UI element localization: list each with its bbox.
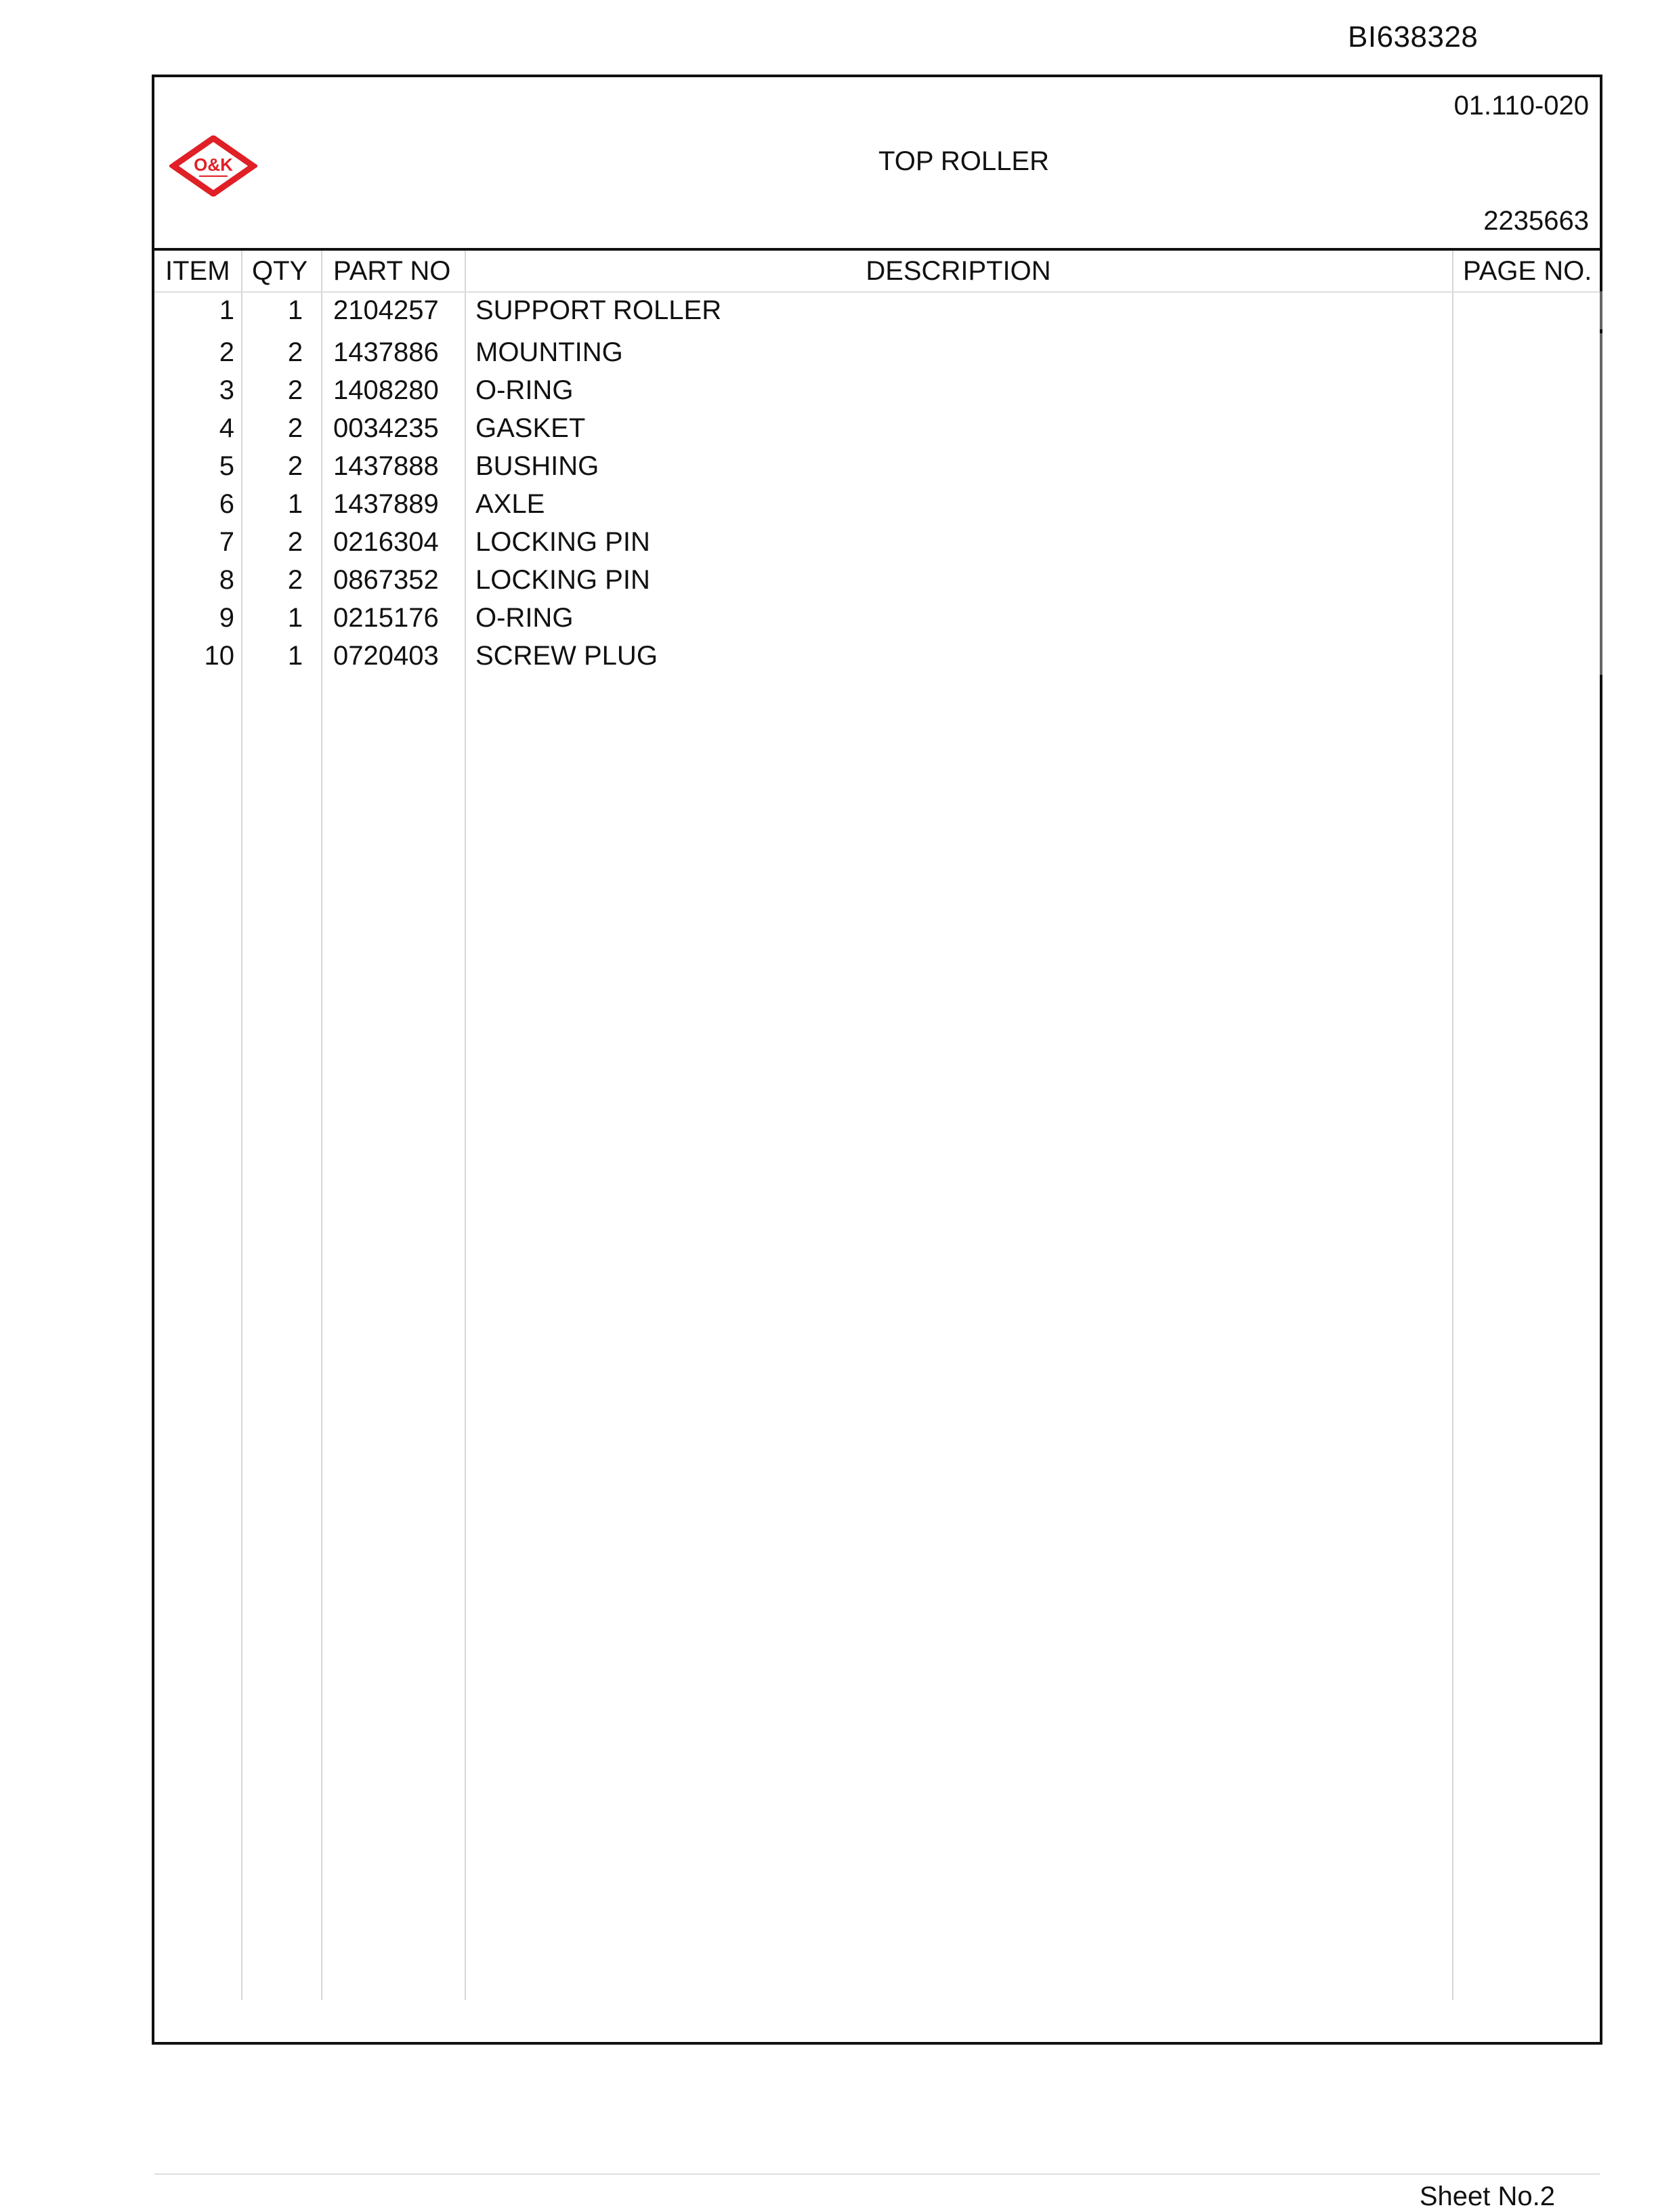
item-number: 5 [219, 451, 234, 481]
parts-table [154, 251, 1600, 2211]
table-row [154, 291, 1600, 329]
table-row [154, 447, 1600, 485]
row-marker [1600, 485, 1602, 523]
table-row [154, 409, 1600, 447]
table-row [154, 523, 1600, 561]
row-marker [1600, 561, 1602, 599]
description: SUPPORT ROLLER [475, 295, 722, 325]
item-number: 3 [219, 375, 234, 405]
parts-list-frame [152, 75, 1602, 2211]
section-code: 01.110-020 [1453, 91, 1589, 121]
sheet-number: Sheet No.2 [1419, 2182, 1555, 2211]
table-row [154, 599, 1600, 637]
description: MOUNTING [475, 337, 623, 367]
table-row [154, 637, 1600, 675]
quantity: 2 [287, 527, 303, 557]
item-number: 10 [204, 641, 234, 671]
column-header-item: ITEM [165, 256, 230, 286]
quantity: 2 [287, 375, 303, 405]
table-row [154, 561, 1600, 599]
part-number: 1437889 [333, 489, 439, 519]
logo-text: O&K [194, 154, 233, 175]
quantity: 1 [287, 641, 303, 671]
page-title [154, 146, 1600, 177]
item-number: 9 [219, 603, 234, 633]
item-number: 2 [219, 337, 234, 367]
row-marker [1600, 409, 1602, 447]
quantity: 1 [287, 489, 303, 519]
part-number: 1437888 [333, 451, 439, 481]
page-title-text: TOP ROLLER [878, 146, 1049, 176]
column-header-page-no: PAGE NO. [1463, 256, 1592, 286]
part-number: 0215176 [333, 603, 439, 633]
row-marker [1600, 333, 1602, 371]
table-row [154, 333, 1600, 371]
footer-rule [154, 2173, 1600, 2175]
description: O-RING [475, 603, 574, 633]
quantity: 2 [287, 337, 303, 367]
description: GASKET [475, 413, 586, 443]
table-row [154, 371, 1600, 409]
part-number: 0720403 [333, 641, 439, 671]
column-header-description: DESCRIPTION [866, 256, 1051, 286]
item-number: 8 [219, 565, 234, 595]
quantity: 1 [287, 295, 303, 325]
part-number: 0867352 [333, 565, 439, 595]
row-marker [1600, 291, 1602, 329]
description: AXLE [475, 489, 545, 519]
item-number: 1 [219, 295, 234, 325]
item-number: 4 [219, 413, 234, 443]
title-block [154, 77, 1600, 251]
row-marker [1600, 599, 1602, 637]
drawing-number: 2235663 [1483, 206, 1589, 236]
quantity: 2 [287, 413, 303, 443]
part-number: 0034235 [333, 413, 439, 443]
row-marker [1600, 447, 1602, 485]
table-row [154, 485, 1600, 523]
column-header-qty: QTY [252, 256, 308, 286]
part-number: 2104257 [333, 295, 439, 325]
item-number: 6 [219, 489, 234, 519]
description: LOCKING PIN [475, 565, 650, 595]
part-number: 1437886 [333, 337, 439, 367]
description: BUSHING [475, 451, 599, 481]
row-marker [1600, 371, 1602, 409]
part-number: 1408280 [333, 375, 439, 405]
description: SCREW PLUG [475, 641, 658, 671]
description: LOCKING PIN [475, 527, 650, 557]
quantity: 1 [287, 603, 303, 633]
row-marker [1600, 637, 1602, 675]
row-marker [1600, 523, 1602, 561]
part-number: 0216304 [333, 527, 439, 557]
column-header-part-no: PART NO [333, 256, 451, 286]
quantity: 2 [287, 451, 303, 481]
document-id: BI638328 [1348, 20, 1479, 54]
item-number: 7 [219, 527, 234, 557]
quantity: 2 [287, 565, 303, 595]
description: O-RING [475, 375, 574, 405]
